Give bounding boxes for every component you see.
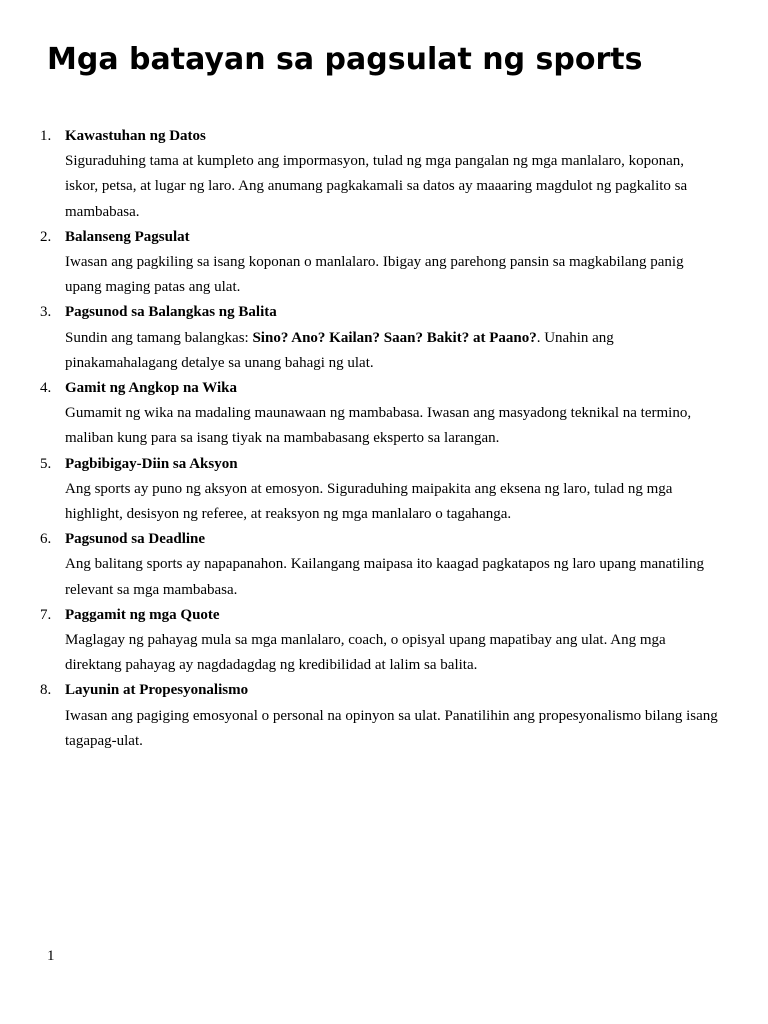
guidelines-list: [40, 124, 720, 754]
list-item: [40, 225, 720, 301]
item-number: 3.: [40, 304, 52, 321]
list-item: [40, 603, 720, 679]
item-heading: Balanseng Pagsulat: [65, 228, 190, 245]
page-title: Mga batayan sa pagsulat ng sports: [47, 42, 643, 77]
item-number: 5.: [40, 455, 52, 472]
item-heading: Layunin at Propesyonalismo: [65, 682, 249, 699]
list-item: [40, 452, 720, 528]
item-body-lead: Sundin ang tamang balangkas:: [65, 329, 253, 346]
item-body: Iwasan ang pagiging emosyonal o personal na opinyon sa ulat. Panatilihin ang propesyonalismo bilang isang tagapag-ulat.: [65, 707, 718, 749]
item-number: 6.: [40, 531, 52, 548]
item-heading: Kawastuhan ng Datos: [65, 128, 206, 144]
item-heading: Paggamit ng mga Quote: [65, 606, 220, 623]
item-body: Ang balitang sports ay napapanahon. Kailangang maipasa ito kaagad pagkatapos ng laro upang manatiling relevant sa mga mambabasa.: [65, 556, 704, 598]
item-number: 4.: [40, 380, 52, 397]
item-body: Gumamit ng wika na madaling maunawaan ng mambabasa. Iwasan ang masyadong teknikal na termino, maliban kung para sa isang tiyak na mambabasang eksperto sa larangan.: [65, 405, 692, 447]
item-number: 1.: [40, 128, 52, 144]
item-body-emphasis: Sino? Ano? Kailan? Saan? Bakit? at Paano?: [252, 329, 537, 346]
item-heading: Pagsunod sa Deadline: [65, 531, 206, 548]
item-number: 8.: [40, 682, 52, 699]
item-body: Siguraduhing tama at kumpleto ang impormasyon, tulad ng mga pangalan ng mga manlalaro, koponan, iskor, petsa, at lugar ng laro. Ang anumang pagkakamali sa datos ay maaaring magdulot ng pagkalito sa mambabasa.: [65, 153, 688, 220]
item-body: Ang sports ay puno ng aksyon at emosyon. Siguraduhing maipakita ang eksena ng laro, tulad ng mga highlight, desisyon ng referee, at reaksyon ng mga manlalaro o tagahanga.: [65, 480, 673, 523]
item-number: 2.: [40, 228, 52, 245]
item-body-tail: . Unahin ang pinakamahalagang detalye sa unang bahagi ng ulat.: [65, 329, 614, 371]
item-body: Maglagay ng pahayag mula sa mga manlalaro, coach, o opisyal upang mapatibay ang ulat. Ang mga direktang pahayag ay nagdadagdag ng kredibilidad at lalim sa balita.: [65, 632, 666, 674]
item-body: Iwasan ang pagkiling sa isang koponan o manlalaro. Ibigay ang parehong pansin sa magkabilang panig upang maging patas ang ulat.: [65, 254, 684, 296]
page-number: 1: [47, 948, 55, 964]
list-item: [40, 678, 720, 754]
item-heading: Pagsunod sa Balangkas ng Balita: [65, 304, 277, 321]
list-item: [40, 376, 720, 452]
item-heading: Gamit ng Angkop na Wika: [65, 380, 238, 397]
list-item: [40, 527, 720, 603]
item-number: 7.: [40, 606, 52, 623]
list-item: [40, 124, 720, 225]
item-heading: Pagbibigay-Diin sa Aksyon: [65, 455, 238, 472]
list-item: [40, 300, 720, 376]
item-body: [65, 326, 720, 376]
